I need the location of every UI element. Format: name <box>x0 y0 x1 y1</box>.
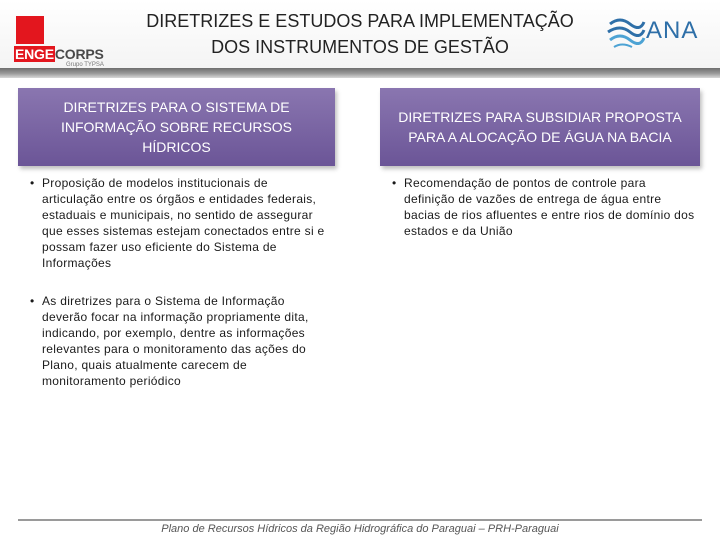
logo-red-square <box>16 16 44 44</box>
engecorps-logo <box>14 10 114 68</box>
ana-logo-text: ANA <box>646 17 699 44</box>
page-title <box>130 8 590 60</box>
title-line-1: DIRETRIZES E ESTUDOS PARA IMPLEMENTAÇÃO <box>146 11 574 31</box>
list-item: • Proposição de modelos institucionais de articulação entre os órgãos e entidades federais, estaduais e municipais, no sentido de assegurar que esses sistemas estejam conectados entre si e possam fazer uso eficiente do Sistema de Informações <box>30 175 330 271</box>
list-item: • Recomendação de pontos de controle para definição de vazões de entrega de água entre bacias de rios afluentes e entre rios de domínio dos estados e da União <box>392 175 698 239</box>
ana-logo <box>606 14 714 54</box>
engecorps-wordmark <box>14 46 104 62</box>
slide-header <box>0 0 720 68</box>
title-line-2: DOS INSTRUMENTOS DE GESTÃO <box>211 37 509 57</box>
right-bullet-list <box>392 175 698 239</box>
logo-tagline: Grupo TYPSA <box>66 62 104 68</box>
logo-enge-text: ENGE <box>15 46 54 62</box>
logo-corps-text: CORPS <box>54 46 104 62</box>
footer-divider <box>18 519 702 521</box>
left-column-heading: DIRETRIZES PARA O SISTEMA DE INFORMAÇÃO SOBRE RECURSOS HÍDRICOS <box>18 88 335 166</box>
water-wave-icon <box>606 14 646 52</box>
footer-caption: Plano de Recursos Hídricos da Região Hidrográfica do Paraguai – PRH-Paraguai <box>161 523 559 535</box>
header-divider <box>0 68 720 78</box>
list-item: • As diretrizes para o Sistema de Informação deverão focar na informação propriamente dita, indicando, por exemplo, dentre as informações relevantes para o monitoramento das ações do Plano, quais atualmente carecem de monitoramento periódico <box>30 293 330 389</box>
left-bullet-list <box>30 175 330 389</box>
right-column-heading: DIRETRIZES PARA SUBSIDIAR PROPOSTA PARA A ALOCAÇÃO DE ÁGUA NA BACIA <box>380 88 700 166</box>
